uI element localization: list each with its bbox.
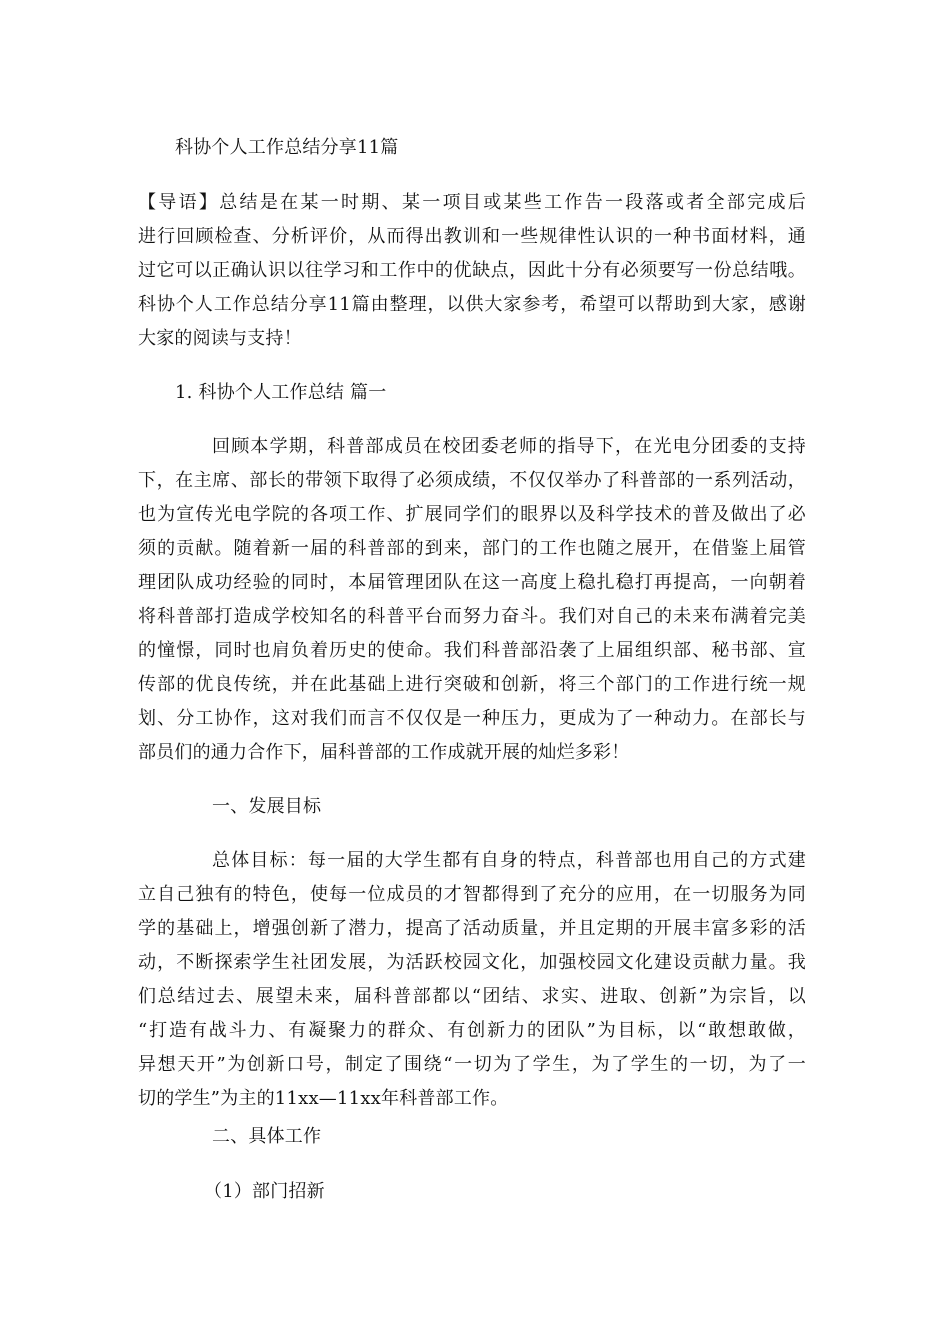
intro-line: 科协个人工作总结分享11篇由整理，以供大家参考，希望可以帮助到大家，感谢 [138,294,806,315]
section-heading-1: 1. 科协个人工作总结 篇一 [175,382,387,403]
paragraph-line: 立自己独有的特色，使每一位成员的才智都得到了充分的应用，在一切服务为同 [138,884,806,905]
paragraph-line: 动，不断探索学生社团发展，为活跃校园文化，加强校园文化建设贡献力量。我 [138,952,806,973]
heading-department-recruitment: （1）部门招新 [204,1181,325,1202]
heading-development-goals: 一、发展目标 [212,796,322,817]
paragraph-line: 总体目标：每一届的大学生都有自身的特点，科普部也用自己的方式建 [212,850,806,871]
paragraph-line: 异想天开”为创新口号，制定了围绕“一切为了学生，为了学生的一切，为了一 [138,1054,806,1075]
paragraph-line: 传部的优良传统，并在此基础上进行突破和创新，将三个部门的工作进行统一规 [138,674,806,695]
paragraph-line: 部员们的通力合作下，届科普部的工作成就开展的灿烂多彩！ [138,742,630,763]
paragraph-line: 将科普部打造成学校知名的科普平台而努力奋斗。我们对自己的未来布满着完美 [138,606,806,627]
paragraph-line: 的憧憬，同时也肩负着历史的使命。我们科普部沿袭了上届组织部、秘书部、宣 [138,640,806,661]
paragraph-line: 也为宣传光电学院的各项工作、扩展同学们的眼界以及科学技术的普及做出了必 [138,504,806,525]
intro-line: 大家的阅读与支持！ [138,328,302,349]
intro-line: 【导语】总结是在某一时期、某一项目或某些工作告一段落或者全部完成后 [138,192,806,213]
paragraph-line: “打造有战斗力、有凝聚力的群众、有创新力的团队”为目标，以“敢想敢做， [138,1020,806,1041]
intro-line: 过它可以正确认识以往学习和工作中的优缺点，因此十分有必须要写一份总结哦。 [138,260,806,281]
paragraph-line: 划、分工协作，这对我们而言不仅仅是一种压力，更成为了一种动力。在部长与 [138,708,806,729]
heading-specific-work: 二、具体工作 [212,1126,322,1147]
paragraph-line: 学的基础上，增强创新了潜力，提高了活动质量，并且定期的开展丰富多彩的活 [138,918,806,939]
paragraph-line: 须的贡献。随着新一届的科普部的到来，部门的工作也随之展开，在借鉴上届管 [138,538,806,559]
paragraph-line: 下，在主席、部长的带领下取得了必须成绩，不仅仅举办了科普部的一系列活动， [138,470,806,491]
paragraph-line: 回顾本学期，科普部成员在校团委老师的指导下，在光电分团委的支持 [212,436,806,457]
paragraph-line: 们总结过去、展望未来，届科普部都以“团结、求实、进取、创新”为宗旨，以 [138,986,806,1007]
paragraph-line: 切的学生”为主的11xx—11xx年科普部工作。 [138,1088,509,1109]
paragraph-line: 理团队成功经验的同时，本届管理团队在这一高度上稳扎稳打再提高，一向朝着 [138,572,806,593]
intro-line: 进行回顾检查、分析评价，从而得出教训和一些规律性认识的一种书面材料，通 [138,226,806,247]
document-title: 科协个人工作总结分享11篇 [175,137,399,158]
